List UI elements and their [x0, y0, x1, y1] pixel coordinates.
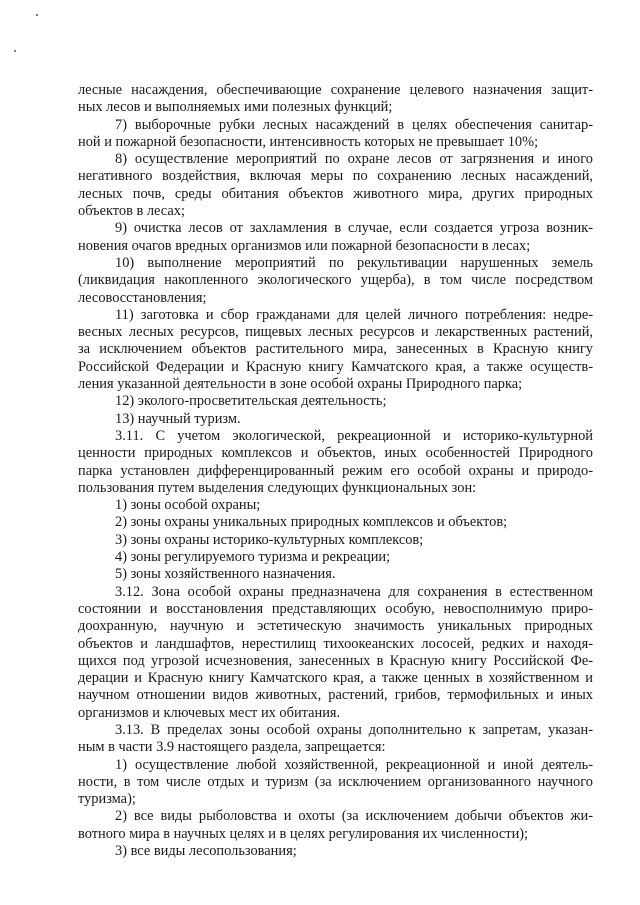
text-line: доохранную, научную и эстетическую значимость уникальных природных [78, 618, 593, 635]
text-line: лесовосстановления; [78, 289, 207, 306]
text-line: лесных почв, среды обитания объектов животного мира, других природных [78, 185, 593, 202]
text-line: 7) выборочные рубки лесных насаждений в целях обеспечения санитар- [115, 116, 593, 133]
text-line: 3.11. С учетом экологической, рекреационной и историко-культурной [115, 427, 593, 444]
text-line: дерации и Красную книгу Камчатского края, а также ценных в хозяйственном и [78, 670, 593, 687]
text-line: весных лесных ресурсов, пищевых лесных ресурсов и лекарственных растений, [78, 324, 593, 341]
text-line: щихся под угрозой исчезновения, занесенных в Красную книгу Российской Фе- [78, 652, 593, 669]
text-line: 3) все виды лесопользования; [115, 843, 297, 860]
text-line: 5) зоны хозяйственного назначения. [115, 566, 336, 583]
text-line: 3.13. В пределах зоны особой охраны дополнительно к запретам, указан- [115, 721, 593, 738]
text-line: объектов и ландшафтов, нерестилищ тихоокеанских лососей, редких и находя- [78, 635, 593, 652]
text-line: Российской Федерации и Красную книгу Камчатского края, а также осуществ- [78, 358, 593, 375]
text-line: 11) заготовка и сбор гражданами для целей личного потребления: недре- [115, 306, 593, 323]
text-line: 4) зоны регулируемого туризма и рекреации; [115, 549, 391, 566]
text-line: ценности природных комплексов и объектов, иных особенностей Природного [78, 445, 593, 462]
text-line: ным в части 3.9 настоящего раздела, запрещается: [78, 739, 386, 756]
text-line: 2) зоны охраны уникальных природных комплексов и объектов; [115, 514, 508, 531]
text-line: 12) эколого-просветительская деятельность; [115, 393, 387, 410]
text-line: парка установлен дифференцированный режим его особой охраны и природо- [78, 462, 593, 479]
document-body [78, 82, 593, 860]
text-line: 2) все виды рыболовства и охоты (за исключением добычи объектов жи- [115, 808, 593, 825]
text-line: 9) очистка лесов от захламления в случае, если создается угроза возник- [115, 220, 593, 237]
text-line: 10) выполнение мероприятий по рекультивации нарушенных земель [115, 254, 593, 271]
text-line: ных лесов и выполняемых ими полезных функций; [78, 99, 393, 116]
text-line: 1) осуществление любой хозяйственной, рекреационной и иной деятель- [115, 756, 593, 773]
text-line: научном отношении видов животных, растений, грибов, термофильных и иных [78, 687, 593, 704]
text-line: туризма); [78, 791, 136, 808]
text-line: объектов в лесах; [78, 203, 185, 220]
text-line: (ликвидация накопленного экологического ущерба), в том числе посредством [78, 272, 593, 289]
text-line: вотного мира в научных целях и в целях регулирования их численности); [78, 825, 529, 842]
text-line: негативного воздействия, включая меры по сохранению лесных насаждений, [78, 168, 593, 185]
text-line: пользования путем выделения следующих функциональных зон: [78, 479, 477, 496]
text-line: состоянии и восстановления представляющих особую, невосполнимую приро- [78, 600, 593, 617]
text-line: 1) зоны особой охраны; [115, 497, 261, 514]
text-line: за исключением объектов растительного мира, занесенных в Красную книгу [78, 341, 593, 358]
text-line: ности, в том числе отдых и туризм (за исключением организованного научного [78, 773, 593, 790]
scan-speck [14, 50, 16, 52]
text-line: лесные насаждения, обеспечивающие сохранение целевого назначения защит- [78, 82, 593, 98]
text-line: 8) осуществление мероприятий по охране лесов от загрязнения и иного [115, 151, 593, 168]
text-line: организмов и ключевых мест их обитания. [78, 704, 341, 721]
text-line: 13) научный туризм. [115, 410, 241, 427]
text-line: ной и пожарной безопасности, интенсивность которых не превышает 10%; [78, 133, 539, 150]
text-line: 3.12. Зона особой охраны предназначена для сохранения в естественном [115, 583, 593, 600]
text-line: новения очагов вредных организмов или пожарной безопасности в лесах; [78, 237, 531, 254]
text-line: 3) зоны охраны историко-культурных комплексов; [115, 531, 424, 548]
scan-speck [36, 14, 38, 16]
text-line: ления указанной деятельности в зоне особой охраны Природного парка; [78, 376, 523, 393]
